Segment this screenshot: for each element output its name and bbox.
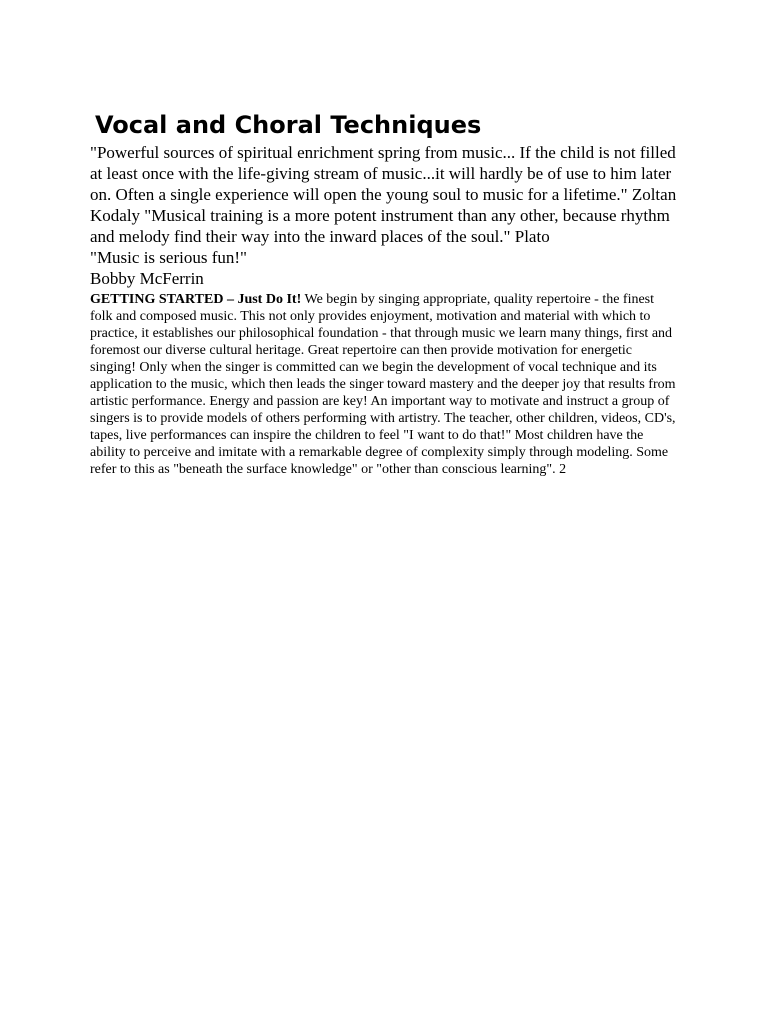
page-title: Vocal and Choral Techniques bbox=[95, 111, 482, 139]
kodaly-plato-quote: "Powerful sources of spiritual enrichment spring from music... If the child is not filled at least once with the life-giving stream of music...it will hardly be of use to him later on. Often a single experience will open the young soul to music for a lifetime." Zoltan Kodaly "Musical training is a more potent instrument than any other, because rhythm and melody find their way into the inward places of the soul." Plato bbox=[90, 143, 677, 246]
mcferrin-quote: "Music is serious fun!" bbox=[90, 248, 247, 267]
getting-started-paragraph bbox=[90, 291, 680, 478]
section-heading: GETTING STARTED – Just Do It! bbox=[90, 292, 302, 307]
quote-attribution: Bobby McFerrin bbox=[90, 269, 204, 288]
section-body: We begin by singing appropriate, quality repertoire - the finest folk and composed music. This not only provides enjoyment, motivation and material with which to practice, it establishes our philosophical foundation - that through music we learn many things, first and foremost our diverse cultural heritage. Great repertoire can then provide motivation for energetic singing! Only when the singer is committed can we begin the development of vocal technique and its application to the music, which then leads the singer toward mastery and the deeper joy that results from artistic performance. Energy and passion are key! An important way to motivate and instruct a group of singers is to provide models of others performing with artistry. The teacher, other children, videos, CD's, tapes, live performances can inspire the children to feel "I want to do that!" Most children have the ability to perceive and imitate with a remarkable degree of complexity simply through modeling. Some refer to this as "beneath the surface knowledge" or "other than conscious learning". 2 bbox=[90, 292, 676, 477]
document-page bbox=[90, 108, 680, 478]
